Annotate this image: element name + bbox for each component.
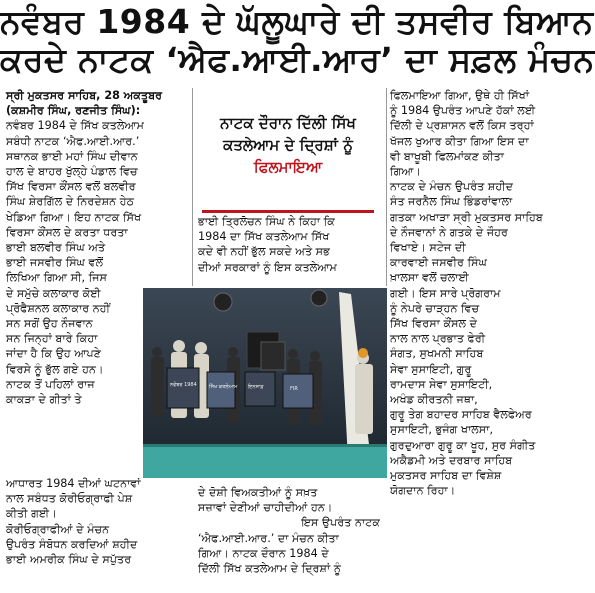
text-line: ਨਾਲ ਸਬੰਧਤ ਕੋਰੀਓਗ੍ਰਾਫੀ ਪੇਸ਼: [6, 492, 133, 506]
text-line: ਨਾਲ ਨਾਲ ਪ੍ਰਭਾਤ ਫੇਰੀ: [390, 332, 486, 346]
placard-text: ਸਿੱਖ ਕਤਲੇਆਮ: [209, 384, 238, 390]
text-line: ਕੋਰੀਓਗ੍ਰਾਫੀਆਂ ਦੇ ਮੰਚਨ: [6, 522, 110, 536]
text-line: ਗੁਰਦੁਆਰਾ ਗੁਰੂ ਕਾ ਖੂਹ, ਸੁਰ ਸੰਗੀਤ: [390, 438, 536, 452]
headline-line-1: ਨਵੰਬਰ 1984 ਦੇ ਘੱਲੂਘਾਰੇ ਦੀ ਤਸਵੀਰ ਬਿਆਨ: [0, 2, 594, 41]
text-line: ਅਖੰਡ ਕੀਰਤਨੀ ਜਥਾ,: [390, 393, 478, 407]
text-line: ਕਾਰਵਾਈ ਜਸਵੀਰ ਸਿੰਘ: [390, 256, 487, 270]
text-line: ਨਾਟਕ ਦੇ ਮੰਚਨ ਉਪਰੰਤ ਸ਼ਹੀਦ: [390, 180, 514, 194]
text-line: ਸਿੱਖ ਵਿਰਸਾ ਕੌਂਸਲ ਵਲੋਂ ਬਲਵੀਰ: [6, 180, 136, 194]
text-line: ਸੁਸਾਇਟੀ, ਭੁਜੰਗ ਖਾਲਸਾ,: [390, 423, 494, 437]
text-line: ਸਿੰਘ ਸ਼ੇਰਗਿੱਲ ਦੇ ਨਿਰਦੇਸ਼ਨ ਹੇਠ: [6, 195, 134, 209]
text-line: ਭਾਈ ਜਸਵੀਰ ਸਿੰਘ ਵਲੋਂ: [6, 256, 104, 270]
text-line: ਦੇ ਦੋਸ਼ੀ ਵਿਅਕਤੀਆਂ ਨੂੰ ਸਖ਼ਤ: [198, 486, 318, 499]
text-line: ਵੀ ਬਾਖੂਬੀ ਫਿਲਮਾਂਕਣ ਕੀਤਾ: [390, 149, 504, 163]
text-line: ਵਿਖਾਏ। ਸਟੇਜ ਦੀ: [390, 241, 466, 255]
text-line: ਆਧਾਰਤ 1984 ਦੀਆਂ ਘਟਨਾਵਾਂ: [6, 477, 141, 490]
text-line: ਨੂੰ 1984 ਉਪਰੰਤ ਆਪਣੇ ਹੱਕਾਂ ਲਈ: [390, 104, 536, 118]
text-line: ਸਨ ਸਗੋਂ ਉਹ ਨੌਜਵਾਨ: [6, 317, 93, 331]
pull-quote-line-1: ਨਾਟਕ ਦੌਰਾਨ ਦਿੱਲੀ ਸਿੱਖ: [220, 114, 356, 132]
text-line: ਦਿੱਲੀ ਦੇ ਪ੍ਰਸ਼ਾਸਨ ਵਲੋਂ ਕਿਸ ਤਰ੍ਹਾਂ: [390, 119, 534, 133]
text-line: ਹਾਲ ਦੇ ਬਾਹਰ ਖੁੱਲ੍ਹੇ ਪੰਡਾਲ ਵਿਚ: [6, 165, 138, 179]
text-line: ਸਥਾਨਕ ਭਾਈ ਮਹਾਂ ਸਿੰਘ ਦੀਵਾਨ: [6, 149, 138, 163]
column-divider: [386, 88, 387, 286]
article-column-right: [390, 88, 580, 498]
dateline: ਸ੍ਰੀ ਮੁਕਤਸਰ ਸਾਹਿਬ, 28 ਅਕਤੂਬਰ: [6, 89, 163, 102]
text-line: ਉਪਰੰਤ ਸੰਬੋਧਨ ਕਰਦਿਆਂ ਸ਼ਹੀਦ: [6, 537, 138, 551]
text-line: ਨਾਟਕ ਤੋਂ ਪਹਿਲਾਂ ਰਾਜ: [6, 377, 95, 391]
article-column-middle-bottom: [198, 485, 380, 576]
text-line: ਵਿਰਸਾ ਕੌਂਸਲ ਦੇ ਕਰਤਾ ਧਰਤਾ: [6, 225, 128, 239]
text-line: ਗਤਕਾ ਅਖਾੜਾ ਸ੍ਰੀ ਮੁਕਤਸਰ ਸਾਹਿਬ: [390, 210, 543, 224]
text-line: ਸੇਵਾ ਸੁਸਾਇਟੀ, ਗੁਰੂ: [390, 362, 472, 376]
text-line: ਖੇਡਿਆ ਗਿਆ। ਇਹ ਨਾਟਕ ਸਿੱਖ: [6, 210, 142, 224]
text-line: ਗਿਆ। ਨਾਟਕ ਦੌਰਾਨ 1984 ਦੇ: [198, 546, 329, 560]
text-line: ਲਿਖਿਆ ਗਿਆ ਸੀ, ਜਿਸ: [6, 271, 107, 285]
pull-quote-line-3: ਫਿਲਮਾਇਆ: [253, 158, 323, 176]
placard-text: ਇਨਸਾਫ਼: [248, 384, 264, 390]
article-column-left: [6, 88, 163, 407]
text-line: ਕੀਤੀ ਗਈ।: [6, 507, 57, 521]
column-divider: [192, 88, 193, 286]
placard-text: FIR: [290, 386, 298, 392]
text-line: ‘ਐਫ.ਆਈ.ਆਰ.’ ਦਾ ਮੰਚਨ ਕੀਤਾ: [198, 531, 339, 545]
text-line: ਖੱਜਲ ਖੁਆਰ ਕੀਤਾ ਗਿਆ ਇਸ ਦਾ: [390, 134, 529, 148]
headline-line-2: ਕਰਦੇ ਨਾਟਕ ‘ਐਫ.ਆਈ.ਆਰ’ ਦਾ ਸਫ਼ਲ ਮੰਚਨ: [0, 40, 595, 79]
text-line: ਪ੍ਰੋਫੈਸ਼ਨਲ ਕਲਾਕਾਰ ਨਹੀਂ: [6, 301, 110, 315]
text-line: ਸਜ਼ਾਵਾਂ ਦੇਣੀਆਂ ਚਾਹੀਦੀਆਂ ਹਨ।: [198, 501, 333, 515]
article-column-left-bottom: [6, 476, 196, 567]
event-photo: [143, 288, 387, 478]
text-line: ਦੇ ਨੌਜਵਾਨਾਂ ਨੇ ਗਤਕੇ ਦੇ ਜੌਹਰ: [390, 225, 508, 239]
text-line: ਜਾਂਦਾ ਹੈ ਕਿ ਉਹ ਆਪਣੇ: [6, 347, 102, 361]
text-line: ਸਬੰਧੀ ਨਾਟਕ ‘ਐਫ.ਆਈ.ਆਰ.’: [6, 134, 140, 148]
placard-text: ਨਵੰਬਰ 1984: [170, 382, 197, 388]
text-line: ਸੰਗਤ, ਸੁਖਮਨੀ ਸਾਹਿਬ: [390, 347, 484, 361]
text-line: ਭਾਈ ਤ੍ਰਿਲੋਚਨ ਸਿੰਘ ਨੇ ਕਿਹਾ ਕਿ: [198, 215, 335, 228]
text-line: ਗਿਆ।: [390, 165, 422, 179]
text-line: ਖ਼ਾਲਸਾ ਵਲੋਂ ਚਲਾਈ: [390, 271, 469, 285]
text-line: ਯੋਗਦਾਨ ਰਿਹਾ।: [390, 484, 456, 498]
text-line: ਰਾਮਦਾਸ ਸੇਵਾ ਸੁਸਾਇਟੀ,: [390, 377, 493, 391]
pull-quote-line-2: ਕਤਲੇਆਮ ਦੇ ਦ੍ਰਿਸ਼ਾਂ ਨੂੰ: [223, 136, 353, 154]
text-line: ਸਿੱਖ ਵਿਰਸਾ ਕੌਂਸਲ ਦੇ: [390, 317, 478, 331]
text-line: ਦੇ ਸਮੁੱਚੇ ਕਲਾਕਾਰ ਕੋਈ: [6, 286, 101, 300]
text-line: ਭਾਈ ਅਮਰੀਕ ਸਿੰਘ ਦੇ ਸਪੁੱਤਰ: [6, 553, 132, 567]
byline: (ਕਸ਼ਮੀਰ ਸਿੰਘ, ਰਣਜੀਤ ਸਿੰਘ):: [6, 104, 141, 118]
article-column-middle-top: [198, 214, 380, 275]
text-line: ਗੁਰੂ ਤੇਗ ਬਹਾਦਰ ਸਾਹਿਬ ਵੈਲਫੇਅਰ: [390, 408, 532, 422]
text-line: ਇਸ ਉਪਰੰਤ ਨਾਟਕ: [301, 516, 380, 530]
text-line: ਨੂੰ ਨੇਪਰੇ ਚਾੜ੍ਹਨ ਵਿਚ: [390, 301, 480, 315]
stage-scene-illustration: [143, 288, 387, 478]
text-line: ਕਦੇ ਵੀ ਨਹੀਂ ਭੁੱਲ ਸਕਦੇ ਅਤੇ ਸਭ: [198, 245, 330, 259]
text-line: ਦਿੱਲੀ ਸਿੱਖ ਕਤਲੇਆਮ ਦੇ ਦ੍ਰਿਸ਼ਾਂ ਨੂੰ: [198, 562, 341, 576]
text-line: ਸੰਤ ਜਰਨੈਲ ਸਿੰਘ ਭਿੰਡਰਾਂਵਾਲਾ: [390, 195, 513, 209]
pull-quote: [198, 112, 378, 208]
text-line: ਨਵੰਬਰ 1984 ਦੇ ਸਿੱਖ ਕਤਲੇਆਮ: [6, 119, 145, 133]
text-line: ਦੀਆਂ ਸਰਕਾਰਾਂ ਨੂੰ ਇਸ ਕਤਲੇਆਮ: [198, 260, 337, 274]
text-line: ਸਨ ਜਿਨ੍ਹਾਂ ਬਾਰੇ ਕਿਹਾ: [6, 332, 98, 346]
text-line: ਭਾਈ ਬਲਵੀਰ ਸਿੰਘ ਅਤੇ: [6, 241, 106, 255]
pull-quote-rule: [202, 210, 374, 213]
text-line: ਕਾਕੜਾ ਦੇ ਗੀਤਾਂ ਤੇ: [6, 393, 82, 407]
text-line: ਗਈ। ਇਸ ਸਾਰੇ ਪ੍ਰੋਗਰਾਮ: [390, 286, 501, 300]
text-line: ਫਿਲਮਾਇਆ ਗਿਆ, ਉਥੇ ਹੀ ਸਿੱਖਾਂ: [390, 89, 529, 102]
text-line: ਵਿਰਸੇ ਨੂੰ ਭੁੱਲ ਗਏ ਹਨ।: [6, 362, 104, 376]
text-line: ਮੁਕਤਸਰ ਸਾਹਿਬ ਦਾ ਵਿਸ਼ੇਸ਼: [390, 469, 502, 483]
text-line: 1984 ਦਾ ਸਿੱਖ ਕਤਲੇਆਮ ਸਿੱਖ: [198, 230, 330, 244]
text-line: ਅਕੈਡਮੀ ਅਤੇ ਦਰਬਾਰ ਸਾਹਿਬ: [390, 453, 513, 467]
